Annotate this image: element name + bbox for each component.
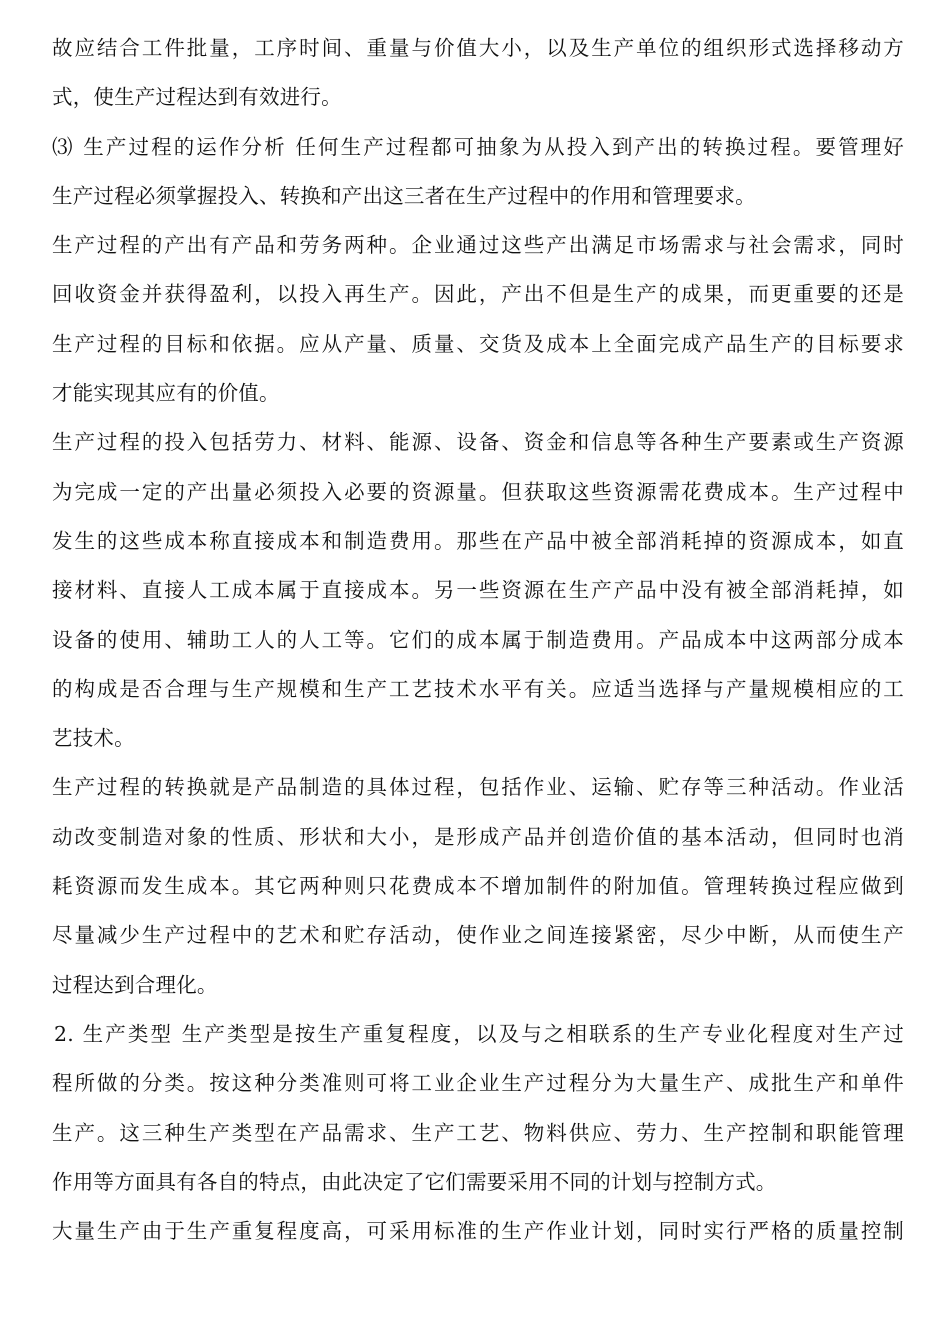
text-line: 才能实现其应有的价值。 [52, 381, 280, 406]
text-line: 式，使生产过程达到有效进行。 [52, 85, 342, 110]
text-line: 耗资源而发生成本。其它两种则只花费成本不增加制件的附加值。管理转换过程应做到 [52, 874, 904, 899]
paragraph-transformation [52, 763, 904, 1009]
paragraph-moving-method [52, 24, 904, 123]
text-line: 作用等方面具有各自的特点，由此决定了它们需要采用不同的计划与控制方式。 [52, 1169, 777, 1194]
text-line: 为完成一定的产出量必须投入必要的资源量。但获取这些资源需花费成本。生产过程中 [52, 479, 904, 504]
text-line: 2. 生产类型 生产类型是按生产重复程度，以及与之相联系的生产专业化程度对生产过 [54, 1021, 904, 1046]
paragraph-output [52, 221, 904, 418]
text-line: 程所做的分类。按这种分类准则可将工业企业生产过程分为大量生产、成批生产和单件 [52, 1071, 904, 1096]
text-line: 艺技术。 [52, 726, 135, 751]
text-line: 接材料、直接人工成本属于直接成本。另一些资源在生产产品中没有被全部消耗掉，如 [52, 578, 904, 603]
paragraph-input [52, 418, 904, 763]
text-line: 生产过程的目标和依据。应从产量、质量、交货及成本上全面完成产品生产的目标要求 [52, 331, 904, 356]
document-body [52, 24, 904, 1256]
text-line: 生产过程的产出有产品和劳务两种。企业通过这些产出满足市场需求与社会需求，同时 [52, 233, 904, 258]
paragraph-operation-analysis [52, 123, 904, 222]
text-line: 生产过程必须掌握投入、转换和产出这三者在生产过程中的作用和管理要求。 [52, 183, 756, 208]
text-line: 生产。这三种生产类型在产品需求、生产工艺、物料供应、劳力、生产控制和职能管理 [52, 1120, 904, 1145]
paragraph-mass-production [52, 1207, 904, 1256]
text-line: 过程达到合理化。 [52, 972, 218, 997]
text-line: 发生的这些成本称直接成本和制造费用。那些在产品中被全部消耗掉的资源成本，如直 [52, 528, 904, 553]
text-line: 故应结合工件批量，工序时间、重量与价值大小，以及生产单位的组织形式选择移动方 [52, 36, 904, 60]
text-line: 设备的使用、辅助工人的人工等。它们的成本属于制造费用。产品成本中这两部分成本 [52, 627, 904, 652]
text-line: 回收资金并获得盈利，以投入再生产。因此，产出不但是生产的成果，而更重要的还是 [52, 282, 904, 307]
text-line: 动改变制造对象的性质、形状和大小，是形成产品并创造价值的基本活动，但同时也消 [52, 824, 904, 849]
text-line: 的构成是否合理与生产规模和生产工艺技术水平有关。应适当选择与产量规模相应的工 [52, 676, 904, 701]
text-line: 生产过程的转换就是产品制造的具体过程，包括作业、运输、贮存等三种活动。作业活 [52, 775, 904, 800]
text-line: ⑶ 生产过程的运作分析 任何生产过程都可抽象为从投入到产出的转换过程。要管理好 [52, 134, 904, 159]
text-line: 生产过程的投入包括劳力、材料、能源、设备、资金和信息等各种生产要素或生产资源 [52, 430, 904, 455]
paragraph-production-types [52, 1010, 904, 1207]
text-line: 大量生产由于生产重复程度高，可采用标准的生产作业计划，同时实行严格的质量控制 [52, 1219, 904, 1244]
text-line: 尽量减少生产过程中的艺术和贮存活动，使作业之间连接紧密，尽少中断，从而使生产 [52, 923, 904, 948]
